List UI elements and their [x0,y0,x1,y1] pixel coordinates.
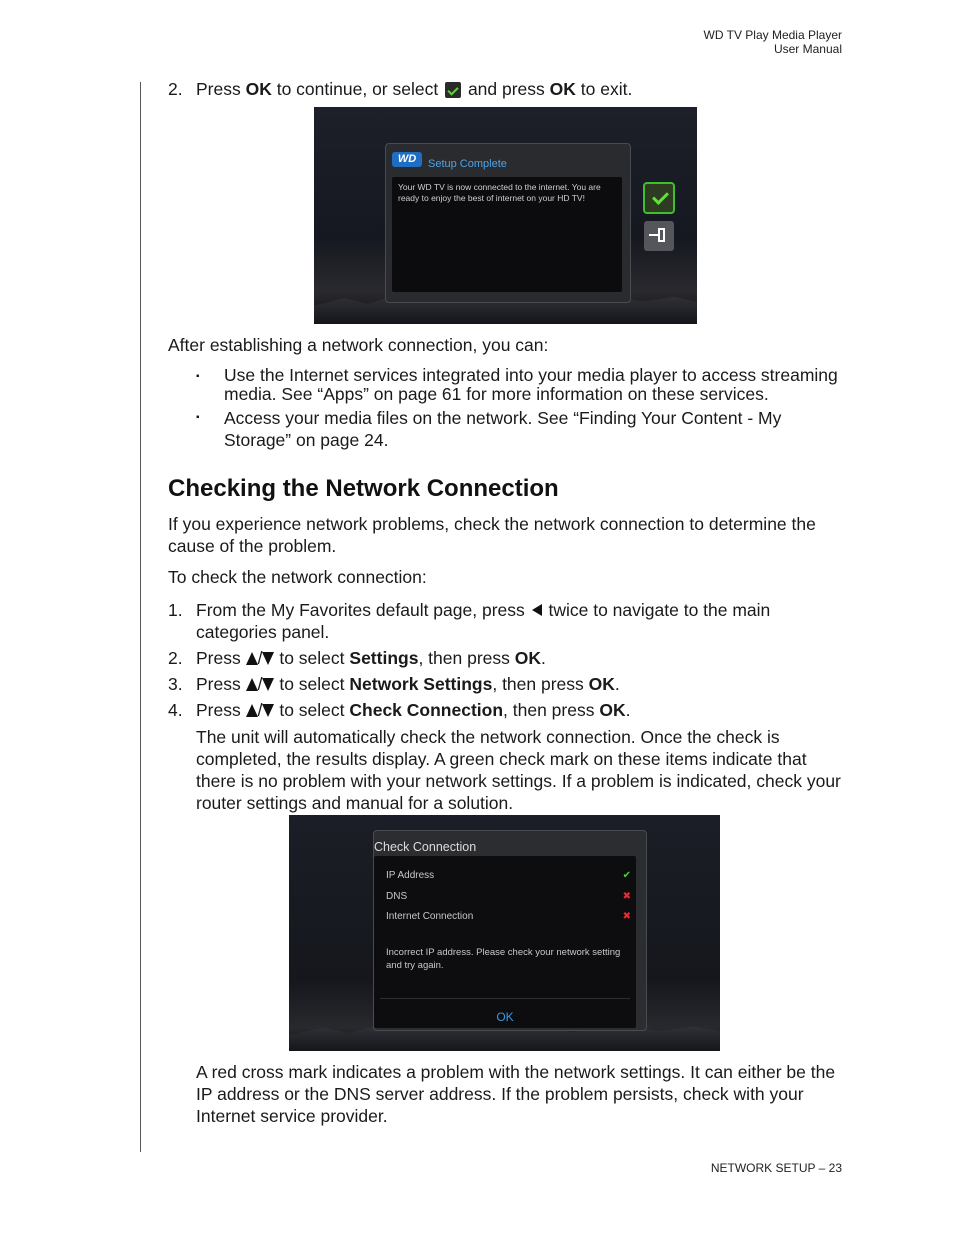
confirm-check-button[interactable] [643,182,675,214]
page-number: 23 [828,1161,842,1175]
header-doc-type: User Manual [773,42,842,56]
text: and press [463,79,550,99]
footer-section: NETWORK SETUP [710,1161,816,1175]
status-cross-icon: ✖ [622,911,631,922]
text: twice to navigate to the main categories panel. [196,600,771,642]
footer-separator: – [815,1161,829,1175]
intro-paragraph: If you experience network problems, check the network connection to determine the cause of the problem. [168,514,816,556]
row-label: DNS [386,891,408,902]
page-content [168,78,844,1127]
text: , then press [503,700,600,720]
dialog-title: Check Connection [374,840,477,854]
ok-key-label: OK [549,79,576,99]
step-number: 1. [168,600,183,620]
check-icon [445,82,461,98]
row-label: Internet Connection [386,911,474,922]
section-heading: Checking the Network Connection [168,475,559,502]
step-4 [168,699,844,721]
step-2-exit [168,78,844,100]
status-row [386,865,631,887]
closing-paragraph: A red cross mark indicates a problem with the network settings. It can either be the IP address or the DNS server address. If the problem persists, check with your Internet service provider. [196,1062,836,1126]
step-number: 3. [168,674,183,694]
setup-complete-dialog [385,143,631,303]
header-product: WD TV Play Media Player [703,28,842,42]
exit-button[interactable] [644,221,674,251]
status-row [386,906,631,928]
dialog-title: Setup Complete [428,158,507,170]
text: / [257,700,263,720]
text: Press [196,648,246,668]
divider [380,998,630,999]
text: . [541,648,546,668]
check-connection-dialog [373,830,647,1031]
bullet-text: Access your media files on the network. See “Finding Your Content - My Storage” on page 24. [224,408,782,450]
to-check-text: To check the network connection: [168,567,427,587]
text: Press [196,700,246,720]
dialog-body [392,177,622,292]
text: / [257,674,263,694]
bullet-text: Use the Internet services integrated into your media player to access streaming media. See “Apps” on page 61 for more information on these services. [224,365,838,404]
step-number: 2. [168,79,183,99]
text: to exit. [575,79,633,99]
ok-button[interactable]: OK [496,1010,514,1024]
row-label: IP Address [386,870,435,881]
after-connection-text: After establishing a network connection, you can: [168,335,549,355]
up-arrow-icon [246,678,258,691]
status-check-icon: ✔ [622,870,631,881]
page-footer [711,1161,842,1175]
check-connection-label: Check Connection [349,700,504,720]
step-1 [168,599,844,643]
running-header [704,28,843,56]
bullet-marker: ▪ [196,412,200,423]
exit-door-icon [658,228,665,242]
network-settings-label: Network Settings [349,674,493,694]
text: From the My Favorites default page, press [196,600,530,620]
text: to select [274,674,350,694]
text: . [614,674,620,694]
step-text [196,78,632,100]
setup-complete-screenshot [314,107,697,324]
text: to continue, or select [271,79,444,99]
settings-label: Settings [349,648,419,668]
dialog-body [374,856,636,1028]
step-number: 4. [168,700,183,720]
step-2 [168,647,844,669]
ok-key-label: OK [599,700,626,720]
text: . [625,700,631,720]
up-arrow-icon [246,704,258,717]
text: Press [196,79,246,99]
text: to select [274,700,350,720]
step-text [196,599,844,643]
bullet-marker: ▪ [196,371,200,382]
ok-key-label: OK [514,648,541,668]
step-text [196,673,620,695]
ok-key-label: OK [588,674,615,694]
dialog-message: Your WD TV is now connected to the internet. You are ready to enjoy the best of internet on your HD TV! [398,182,601,203]
text: / [257,648,263,668]
step-text [196,647,546,669]
step-4-detail: The unit will automatically check the network connection. Once the check is completed, the results display. A green check mark on these items indicate that there is no problem with your network settings. If a problem is indicated, check your router settings and manual for a solution. [196,727,841,813]
left-arrow-icon [532,604,542,616]
margin-rule [140,82,141,1152]
status-row [386,886,631,908]
bullet-item [196,366,844,403]
step-text [196,699,630,721]
exit-arrow-icon [649,234,658,236]
status-cross-icon: ✖ [622,891,631,902]
wd-logo: WD [392,152,422,167]
step-number: 2. [168,648,183,668]
down-arrow-icon [262,678,274,691]
check-connection-screenshot [289,815,720,1051]
ok-key-label: OK [245,79,272,99]
down-arrow-icon [262,704,274,717]
down-arrow-icon [262,652,274,665]
text: Press [196,674,246,694]
text: , then press [418,648,515,668]
error-message: Incorrect IP address. Please check your network setting and try again. [386,947,621,971]
text: to select [274,648,350,668]
bullet-item [196,407,844,451]
step-3 [168,673,844,695]
up-arrow-icon [246,652,258,665]
text: , then press [492,674,589,694]
